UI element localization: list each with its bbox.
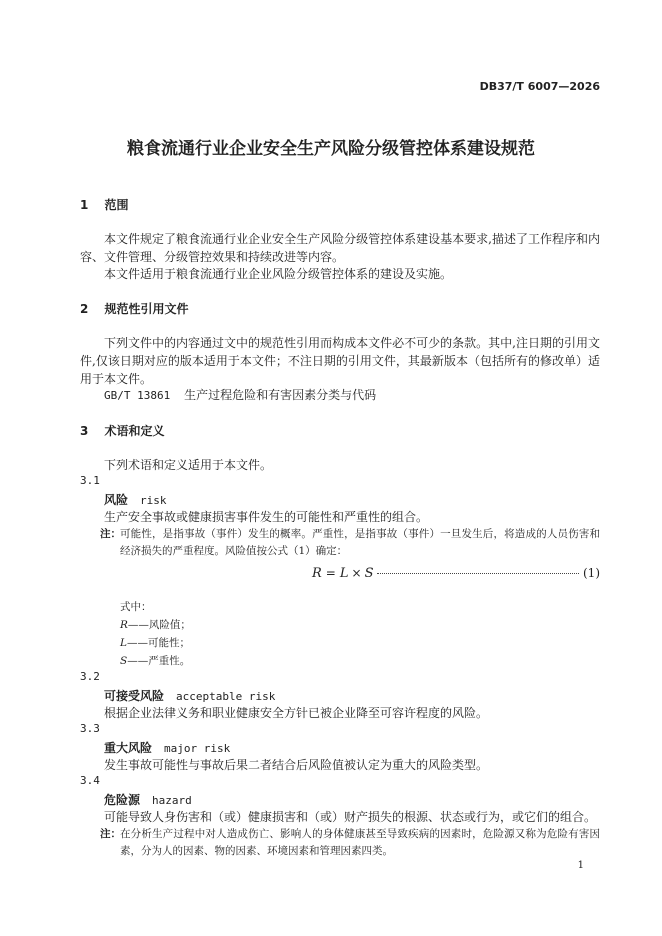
term-en: risk	[140, 494, 167, 507]
term-number: 3.3	[80, 722, 100, 735]
section-1-heading	[80, 196, 129, 213]
formula-equals: =	[325, 566, 336, 580]
variable-definition	[120, 653, 190, 670]
formula-number: (1)	[583, 566, 600, 580]
section-number: 3	[80, 424, 89, 438]
section-number: 1	[80, 198, 89, 212]
section-3-heading	[80, 422, 165, 439]
document-code: DB37/T 6007—2026	[479, 80, 600, 93]
formula-term-b: S	[364, 566, 374, 581]
term-zh: 风险	[104, 493, 129, 507]
term-definition: 可能导致人身伤害和（或）健康损害和（或）财产损失的根源、状态或行为，或它们的组合。	[104, 810, 597, 824]
formula-term-a: L	[339, 566, 349, 581]
term-zh: 重大风险	[104, 741, 153, 755]
variable-definition	[120, 617, 191, 634]
section-2-heading	[80, 300, 189, 317]
term-definition: 生产安全事故或健康损害事件发生的可能性和严重性的组合。	[104, 510, 429, 524]
variable-symbol: S	[120, 655, 128, 667]
variable-symbol: L	[120, 637, 127, 649]
term-zh: 危险源	[104, 793, 141, 807]
formula-operator: ×	[351, 566, 362, 580]
document-title: 粮食流通行业企业安全生产风险分级管控体系建设规范	[127, 139, 535, 159]
term-number: 3.1	[80, 474, 100, 487]
note-text: 在分析生产过程中对人造成伤亡、影响人的身体健康甚至导致疾病的因素时，危险源又称为危险有害因素，分为人的因素、物的因素、环境因素和管理因素四类。	[120, 828, 600, 857]
paragraph: 下列文件中的内容通过文中的规范性引用而构成本文件必不可少的条款。其中,注日期的引用文件,仅该日期对应的版本适用于本文件；不注日期的引用文件，其最新版本（包括所有的修改单）适用于本文件。	[80, 336, 600, 386]
paragraph: 本文件规定了粮食流通行业企业安全生产风险分级管控体系建设基本要求,描述了工作程序和内容、文件管理、分级管控效果和持续改进等内容。	[80, 232, 600, 264]
note-label: 注：	[100, 528, 121, 540]
term-heading	[104, 491, 167, 508]
variable-definition	[120, 635, 190, 652]
term-definition: 发生事故可能性与事故后果二者结合后风险值被认定为重大的风险类型。	[104, 758, 489, 772]
variable-symbol: R	[120, 619, 128, 631]
term-definition: 根据企业法律义务和职业健康安全方针已被企业降至可容许程度的风险。	[104, 706, 489, 720]
page-number: 1	[577, 860, 584, 871]
section-title: 术语和定义	[104, 424, 165, 438]
reference-title: 生产过程危险和有害因素分类与代码	[184, 388, 377, 402]
formula-leader-dots	[377, 573, 579, 574]
term-en: acceptable risk	[176, 690, 276, 703]
term-heading	[104, 791, 192, 808]
variable-description: ——可能性；	[126, 637, 190, 649]
note-text: 可能性，是指事故（事件）发生的概率。严重性，是指事故（事件）一旦发生后，将造成的人员伤害和经济损失的严重程度。风险值按公式（1）确定：	[120, 528, 600, 557]
formula-lhs: R	[312, 566, 322, 581]
term-heading	[104, 739, 230, 756]
paragraph: 本文件适用于粮食流通行业企业风险分级管控体系的建设及实施。	[104, 267, 453, 281]
reference-code: GB/T 13861	[104, 389, 171, 402]
section-title: 范围	[104, 198, 129, 212]
term-en: hazard	[152, 794, 192, 807]
term-zh: 可接受风险	[104, 689, 165, 703]
section-number: 2	[80, 302, 89, 316]
section-title: 规范性引用文件	[104, 302, 189, 316]
normative-reference	[104, 386, 376, 405]
where-label: 式中：	[120, 601, 152, 613]
term-en: major risk	[164, 742, 231, 755]
term-heading	[104, 687, 275, 704]
variable-description: ——风险值；	[127, 619, 191, 631]
term-number: 3.2	[80, 670, 100, 683]
term-number: 3.4	[80, 774, 100, 787]
section-intro: 下列术语和定义适用于本文件。	[104, 458, 273, 472]
formula-line	[312, 566, 600, 581]
note-label: 注：	[100, 828, 121, 840]
variable-description: ——严重性。	[127, 655, 191, 667]
